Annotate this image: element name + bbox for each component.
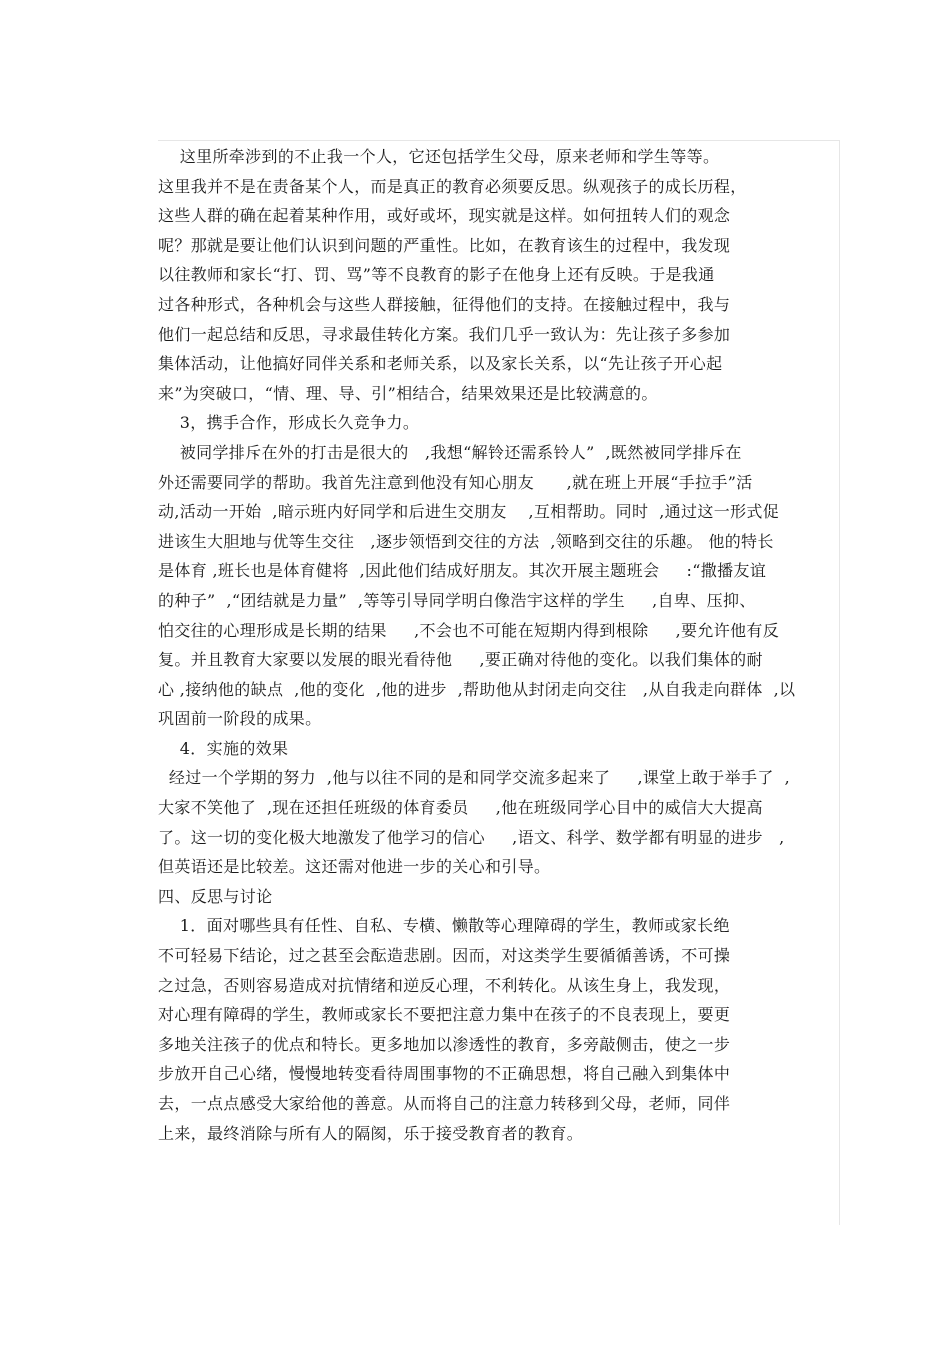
text-line: 以往教师和家长“打、罚、骂”等不良教育的影子在他身上还有反映。于是我通: [158, 265, 715, 285]
text-line: 了。这一切的变化极大地激发了他学习的信心 ,语文、科学、数学都有明显的进步 ,: [158, 827, 785, 847]
text-line: 之过急，否则容易造成对抗情绪和逆反心理，不利转化。从该生身上，我发现，: [158, 975, 731, 995]
text-line: 巩固前一阶段的成果。: [158, 709, 322, 729]
text-line: 外还需要同学的帮助。我首先注意到他没有知心朋友 ,就在班上开展“手拉手”活: [158, 472, 753, 492]
text-line: 这里所牵涉到的不止我一个人，它还包括学生父母，原来老师和学生等等。: [158, 147, 720, 166]
section-heading-reflection: 四、反思与讨论: [158, 886, 273, 906]
text-line: 经过一个学期的努力 ,他与以往不同的是和同学交流多起来了 ,课堂上敢于举手了 ,: [158, 768, 791, 788]
paragraph-reflection: [158, 911, 848, 1148]
text-line: 进该生大胆地与优等生交往 ,逐步领悟到交往的方法 ,领略到交往的乐趣。 他的特长: [158, 531, 774, 551]
text-line: 去，一点点感受大家给他的善意。从而将自己的注意力转移到父母，老师，同伴: [158, 1094, 731, 1113]
document-body: [158, 142, 848, 1148]
text-line: 这里我并不是在责备某个人，而是真正的教育必须要反思。纵观孩子的成长历程，: [158, 176, 747, 196]
text-line: 是体育 ,班长也是体育健将 ,因此他们结成好朋友。其次开展主题班会 :“撒播友谊: [158, 561, 767, 581]
text-line: 怕交往的心理形成是长期的结果 ,不会也不可能在短期内得到根除 ,要允许他有反: [158, 620, 780, 640]
text-line: 对心理有障碍的学生，教师或家长不要把注意力集中在孩子的不良表现上，要更: [158, 1005, 731, 1025]
paragraph-peer-help: [158, 438, 848, 734]
text-line: 步放开自己心绪，慢慢地转变看待周围事物的不正确思想，将自己融入到集体中: [158, 1064, 731, 1084]
text-line: 多地关注孩子的优点和特长。更多地加以渗透性的教育，多旁敲侧击，使之一步: [158, 1034, 731, 1054]
text-line: 1．面对哪些具有任性、自私、专横、懒散等心理障碍的学生，教师或家长绝: [158, 916, 730, 936]
text-line: 过各种形式，各种机会与这些人群接触，征得他们的支持。在接触过程中，我与: [158, 294, 731, 314]
text-line: 这些人群的确在起着某种作用，或好或坏，现实就是这样。如何扭转人们的观念: [158, 206, 731, 226]
text-line: 复。并且教育大家要以发展的眼光看待他 ,要正确对待他的变化。以我们集体的耐: [158, 650, 763, 670]
text-line: 但英语还是比较差。这还需对他进一步的关心和引导。: [158, 857, 551, 877]
text-line: 集体活动，让他搞好同伴关系和老师关系，以及家长关系，以“先让孩子开心起: [158, 354, 723, 374]
text-line: 心 ,接纳他的缺点 ,他的变化 ,他的进步 ,帮助他从封闭走向交往 ,从自我走向群体 ,以: [158, 679, 796, 699]
text-line: 呢？那就是要让他们认识到问题的严重性。比如，在教育该生的过程中，我发现: [158, 235, 731, 255]
page-frame-top-border: [158, 140, 840, 141]
text-line: 上来，最终消除与所有人的隔阂，乐于接受教育者的教育。: [158, 1123, 584, 1143]
text-line: 动,活动一开始 ,暗示班内好同学和后进生交朋友 ,互相帮助。同时 ,通过这一形式促: [158, 502, 780, 522]
text-line: 来”为突破口，“情、理、导、引”相结合，结果效果还是比较满意的。: [158, 383, 658, 403]
text-line: 他们一起总结和反思，寻求最佳转化方案。我们几乎一致认为：先让孩子多参加: [158, 324, 731, 344]
text-line: 不可轻易下结论，过之甚至会酝造悲剧。因而，对这类学生要循循善诱，不可操: [158, 946, 731, 966]
subheading-results: 4．实施的效果: [158, 738, 289, 758]
paragraph-family-influence: [158, 142, 848, 408]
text-line: 的种子” ,“团结就是力量” ,等等引导同学明白像浩宇这样的学生 ,自卑、压抑、: [158, 590, 756, 610]
text-line: 被同学排斥在外的打击是很大的 ,我想“解铃还需系铃人” ,既然被同学排斥在: [158, 442, 742, 462]
paragraph-results: [158, 763, 848, 881]
subheading-cooperation: 3，携手合作，形成长久竞争力。: [158, 413, 420, 433]
text-line: 大家不笑他了 ,现在还担任班级的体育委员 ,他在班级同学心目中的威信大大提高: [158, 798, 763, 818]
